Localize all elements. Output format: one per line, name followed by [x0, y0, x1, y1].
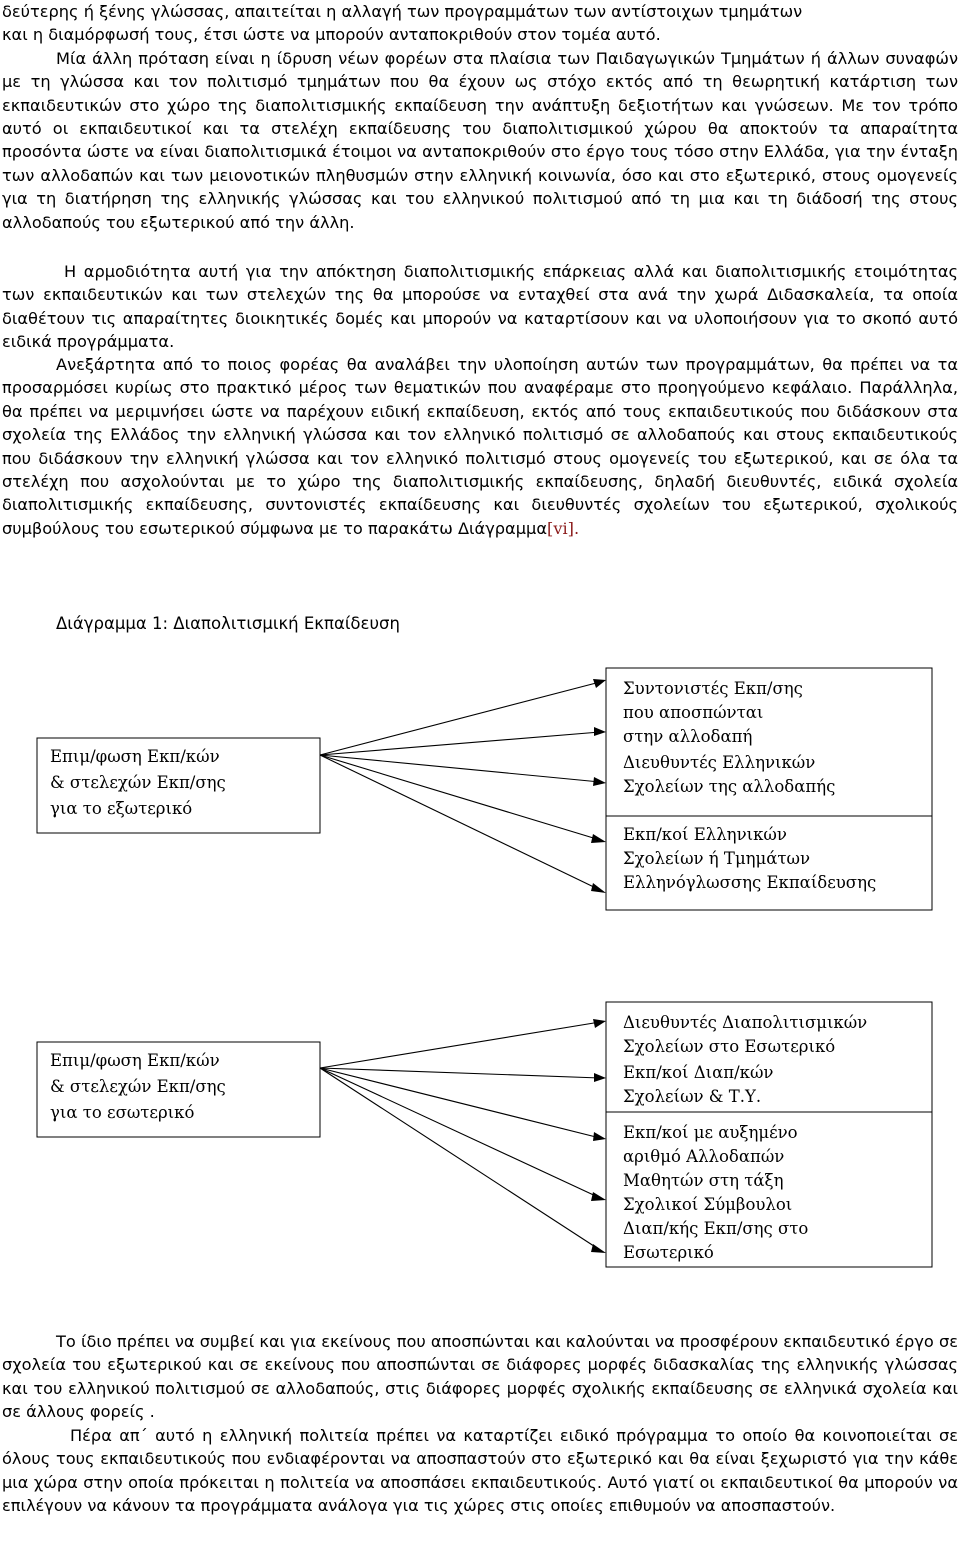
- box-line: Διευθυντές Διαπολιτισμικών: [623, 1013, 868, 1032]
- arrow-line: [320, 1068, 600, 1078]
- arrow-line: [320, 755, 600, 890]
- paragraph-competence: [2, 260, 958, 354]
- box-line: Συντονιστές Εκπ/σης: [623, 679, 803, 698]
- box-left-domestic: [37, 1042, 320, 1137]
- arrow-line: [320, 1022, 600, 1068]
- box-line: Εκπ/κοί με αυξημένο: [623, 1123, 798, 1142]
- box-right-intercultural-schools: [606, 1002, 932, 1112]
- box-line: Εσωτερικό: [623, 1243, 714, 1262]
- box-right-coordinators-directors: [606, 668, 932, 816]
- diagram-arrows: [320, 682, 600, 1250]
- box-line: Επιμ/φωση Εκπ/κών: [50, 1051, 220, 1070]
- box-line: Εκπ/κοί Διαπ/κών: [623, 1063, 774, 1082]
- arrow-line: [320, 755, 600, 782]
- paragraph-intro: [2, 0, 958, 234]
- paragraph-intro-line2: και η διαμόρφωσή τους, έτσι ώστε να μπορούν ανταποκριθούν στον τομέα αυτό.: [2, 25, 661, 45]
- box-right-teachers-advisors: [606, 1112, 932, 1267]
- paragraph-seconded: [2, 1330, 958, 1424]
- box-line: που αποσπώνται: [623, 703, 764, 722]
- box-line: Ελληνόγλωσσης Εκπαίδευσης: [623, 873, 877, 892]
- diagram-intercultural-education: [0, 650, 960, 1310]
- box-line: Εκπ/κοί Ελληνικών: [623, 825, 787, 844]
- paragraph-program: [2, 1424, 958, 1518]
- paragraph-intro-line1: δεύτερης ή ξένης γλώσσας, απαιτείται η αλλαγή των προγραμμάτων των αντίστοιχων τμημάτων: [2, 2, 803, 21]
- box-line: Μαθητών στη τάξη: [623, 1171, 784, 1190]
- box-line: Σχολείων & Τ.Υ.: [623, 1087, 762, 1106]
- box-line: Διευθυντές Ελληνικών: [623, 753, 816, 772]
- arrow-line: [320, 755, 600, 840]
- box-line: Επιμ/φωση Εκπ/κών: [50, 747, 220, 766]
- box-line: & στελεχών Εκπ/σης: [50, 1077, 226, 1096]
- box-left-abroad: [37, 738, 320, 833]
- box-line: Σχολείων της αλλοδαπής: [623, 777, 836, 796]
- box-line: Σχολικοί Σύμβουλοι: [623, 1195, 793, 1214]
- paragraph-independent: [2, 353, 958, 540]
- paragraph-new-bodies: Μία άλλη πρόταση είναι η ίδρυση νέων φορέων στα πλαίσια των Παιδαγωγικών Τμημάτων ή άλλων συναφών με τη γλώσσα και τον πολιτισμό τμημάτων που θα έχουν ως στόχο εκτός από τη θεωρητική κατάρτιση των εκπαιδευτικών στο χώρο της διαπολιτισμικής εκπαίδευση την ανάπτυξη δεξιοτήτων και γνώσεων. Με τον τρόπο αυτό οι εκπαιδευτικοί και τα στελέχη εκπαίδευσης του διαπολιτισμικού χώρου θα αποκτούν τα απαραίτητα προσόντα ώστε να είναι διαπολιτισμικά έτοιμοι να ανταποκριθούν στο έργο τους τόσο στην Ελλάδα, για την ένταξη των αλλοδαπών και των μειονοτικών πληθυσμών στην ελληνική κοινωνία, όσο και στο εξωτερικό, στους ομογενείς για τη διατήρηση της ελληνικής γλώσσας και του ελληνικού πολιτισμού από τη μια και τη διάδοσή της στους αλλοδαπούς του εξωτερικού από την άλλη.: [2, 48, 958, 232]
- paragraph-competence-text: Η αρμοδιότητα αυτή για την απόκτηση διαπολιτισμικής επάρκειας αλλά και διαπολιτισμικής ετοιμότητας των εκπαιδευτικών και των στελεχών της θα μπορούσε να ενταχθεί στα ανά την χωρά Διδασκαλεία, τα οποία διαθέτουν τις απαραίτητες διοικητικές δομές και μπορούν να καταρτίσουν και να υλοποιήσουν για το σκοπό αυτό ειδικά προγράμματα.: [2, 262, 958, 352]
- diagram-caption: Διάγραμμα 1: Διαπολιτισμική Εκπαίδευση: [56, 614, 400, 633]
- arrow-line: [320, 1068, 600, 1138]
- diagram-arrowheads: [591, 679, 606, 1253]
- paragraph-independent-text: Ανεξάρτητα από το ποιος φορέας θα αναλάβει την υλοποίηση αυτών των προγραμμάτων, θα πρέπει να τα προσαρμόσει κυρίως στο πρακτικό μέρος των θεματικών που αναφέραμε στο προηγούμενο κεφάλαιο. Παράλληλα, θα πρέπει να μεριμνήσει ώστε να παρέχουν ειδική εκπαίδευση, εκτός από τους εκπαιδευτικούς που διδάσκουν στα σχολεία της Ελλάδος την ελληνική γλώσσα και τον ελληνικό πολιτισμό σε αλλοδαπούς και στους εκπαιδευτικούς που διδάσκουν την ελληνική γλώσσα και τον ελληνικό πολιτισμό στους ομογενείς του εξωτερικού, και σε όλα τα στελέχη που ασχολούνται με το χώρο της διαπολιτισμικής εκπαίδευσης, δηλαδή διευθυντές, ειδικά σχολεία διαπολιτισμικής εκπαίδευσης, συντονιστές εκπαίδευσης και διευθυντές σχολείων του εξωτερικού, σχολικούς συμβούλους του εσωτερικού σύμφωνα με το παρακάτω Διάγραμμα: [2, 355, 958, 538]
- paragraph-seconded-text: Το ίδιο πρέπει να συμβεί και για εκείνους που αποσπώνται και καλούνται να προσφέρουν εκπαιδευτικό έργο σε σχολεία του εξωτερικού και σε εκείνους που αποσπώνται σε διάφορες μορφές διδασκαλίας της ελληνικής γλώσσας και του ελληνικού πολιτισμού σε αλλοδαπούς, στις διάφορες μορφές σχολικής εκπαίδευσης σε ελληνικά σχολεία και σε άλλους φορείς .: [2, 1332, 958, 1422]
- box-right-greek-school-teachers: [606, 816, 932, 910]
- arrow-line: [320, 1068, 600, 1250]
- box-line: αριθμό Αλλοδαπών: [623, 1147, 785, 1166]
- box-line: Σχολείων στο Εσωτερικό: [623, 1037, 836, 1056]
- box-line: στην αλλοδαπή: [623, 727, 753, 746]
- footnote-link[interactable]: [vi].: [547, 518, 580, 538]
- arrow-line: [320, 1068, 600, 1198]
- box-line: Σχολείων ή Τμημάτων: [623, 849, 811, 868]
- box-line: & στελεχών Εκπ/σης: [50, 773, 226, 792]
- box-line: για το εξωτερικό: [50, 799, 193, 818]
- box-line: για το εσωτερικό: [50, 1103, 195, 1122]
- box-line: Διαπ/κής Εκπ/σης στο: [623, 1219, 809, 1238]
- paragraph-program-text: Πέρα απ΄ αυτό η ελληνική πολιτεία πρέπει να καταρτίζει ειδικό πρόγραμμα το οποίο θα κοινοποιείται σε όλους τους εκπαιδευτικούς που ενδιαφέρονται να αποσπαστούν στο εξωτερικό και θα είναι ξεχωριστό για την κάθε μια χώρα στην οποία πρόκειται η πολιτεία να αποσπάσει εκπαιδευτικούς. Αυτό γιατί οι εκπαιδευτικοί θα μπορούν να επιλέγουν να κάνουν τα προγράμματα ανάλογα για τις χώρες στις οποίες επιθυμούν να αποσπαστούν.: [2, 1426, 958, 1516]
